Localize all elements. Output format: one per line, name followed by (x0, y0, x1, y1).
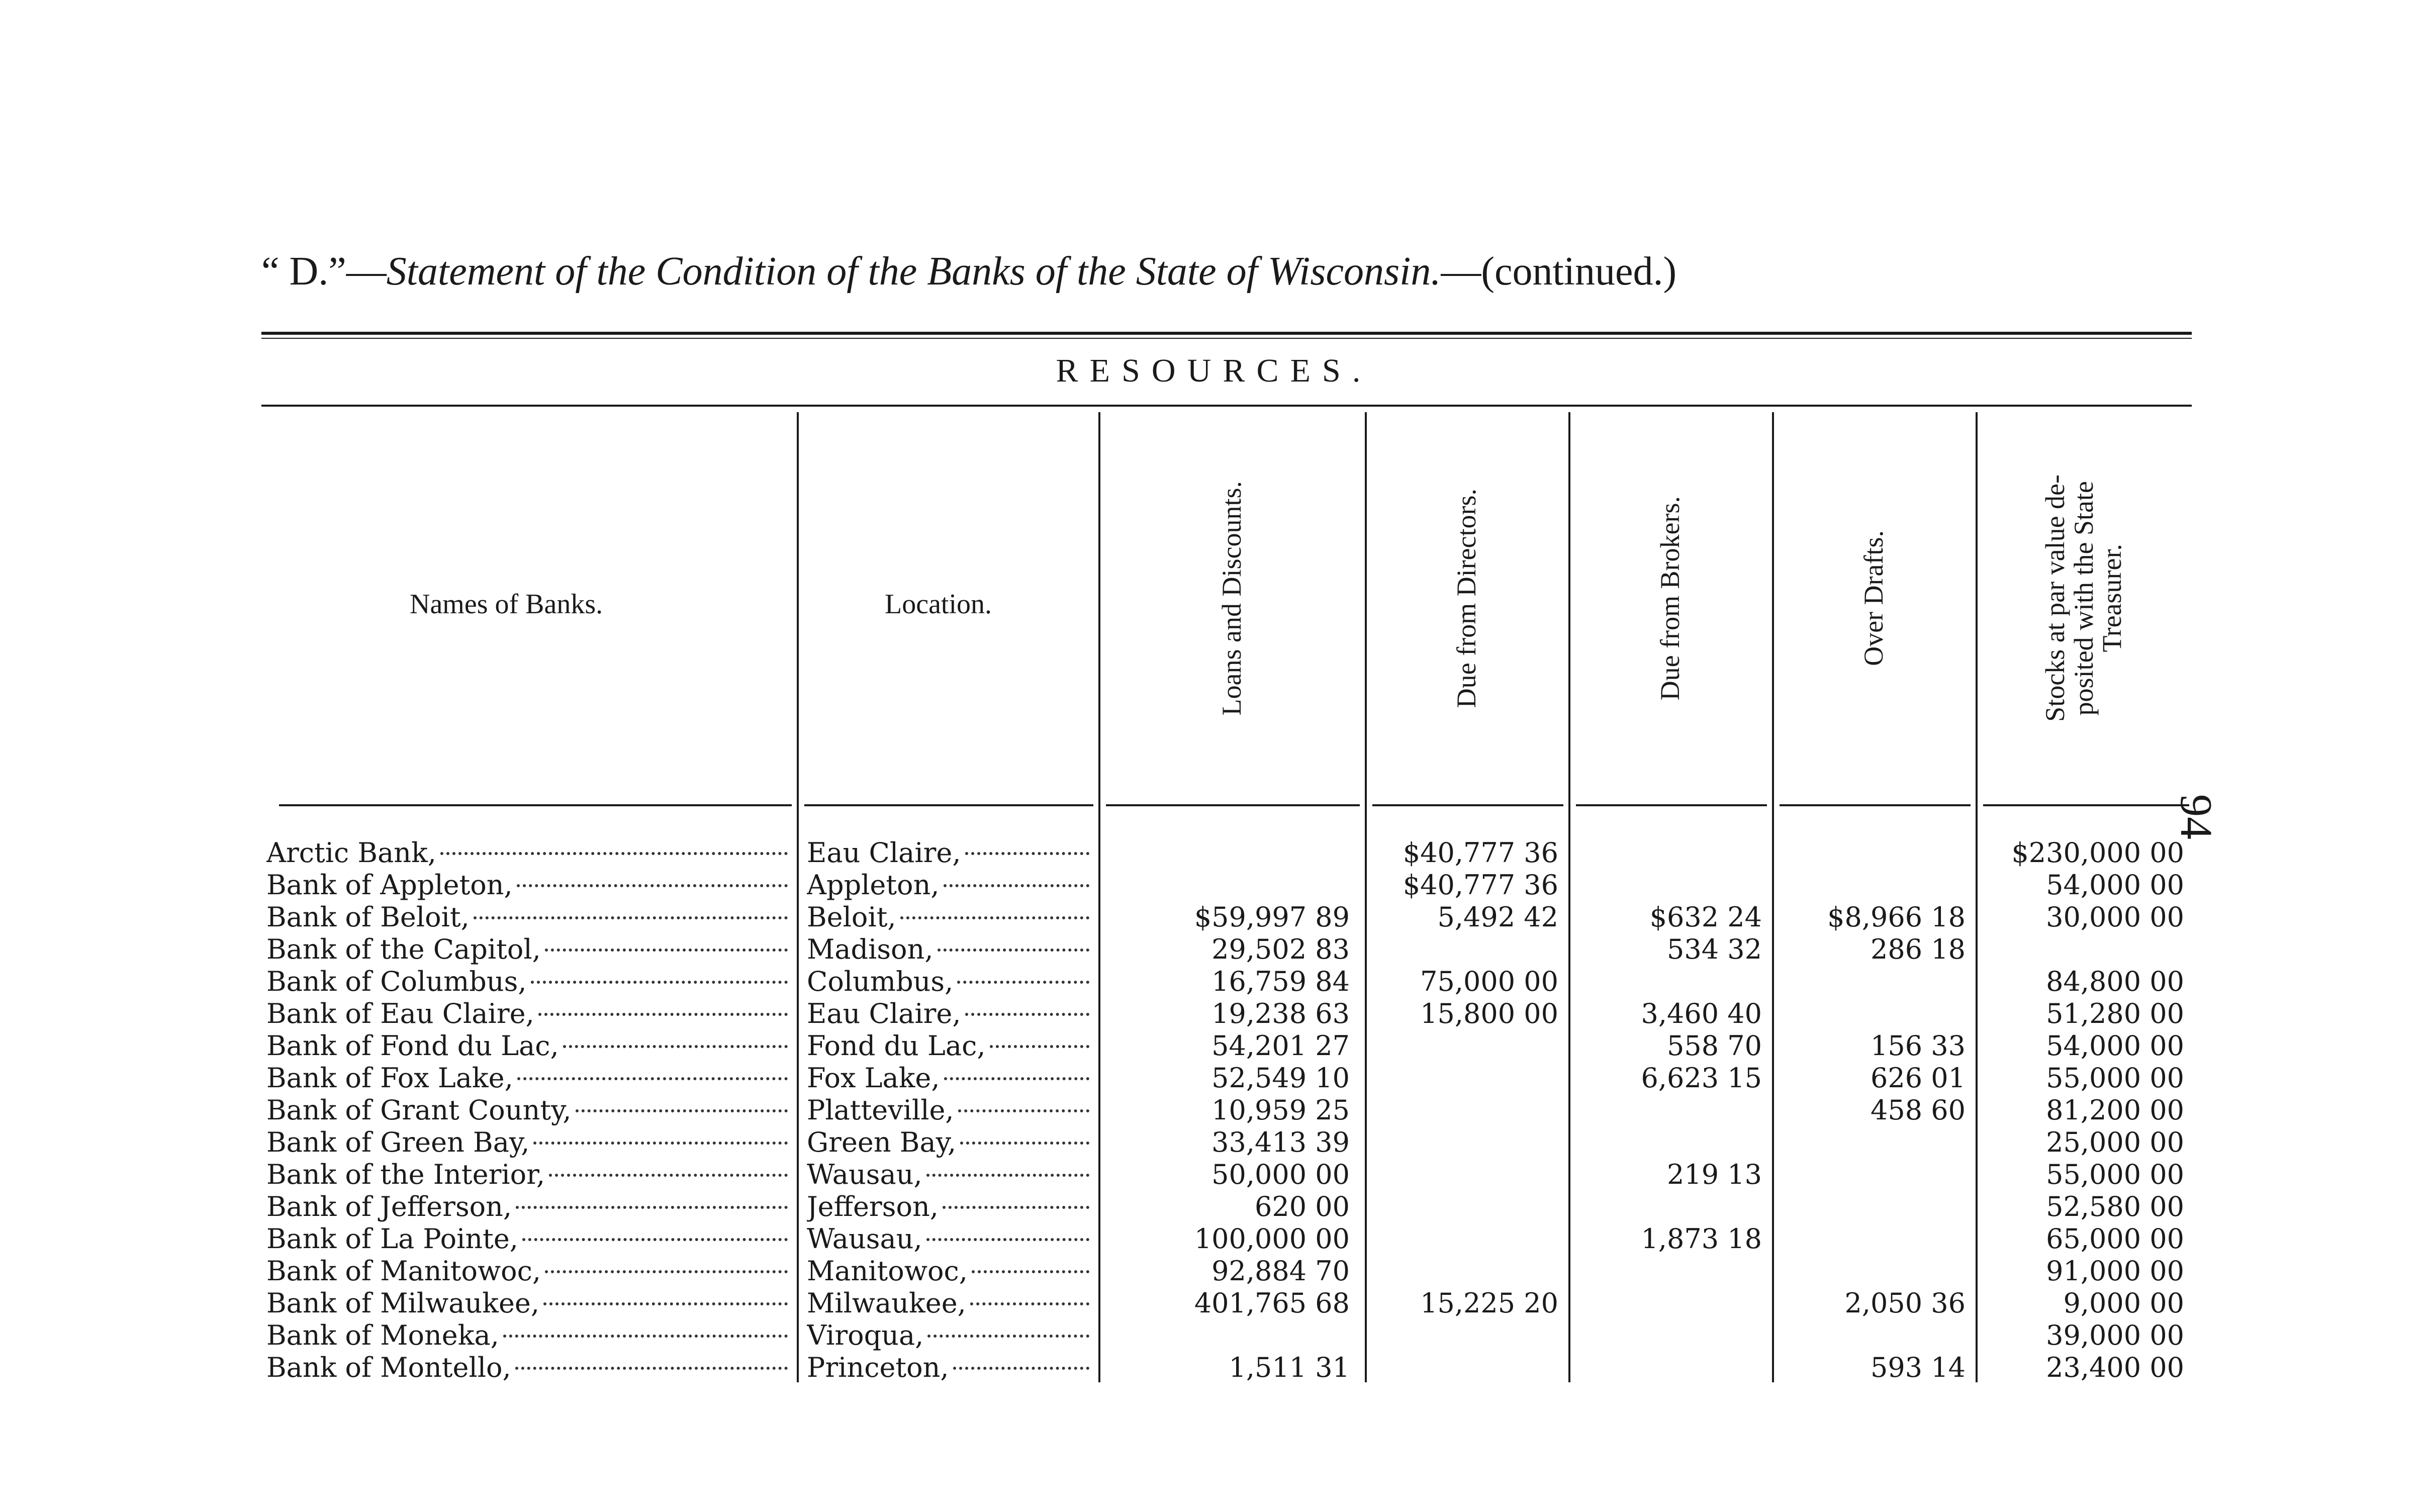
cell-brokers (1576, 1094, 1767, 1126)
cell-overdrafts (1780, 998, 1971, 1030)
header-stocks: Stocks at par value de- posited with the State Treasurer. (2039, 475, 2127, 722)
cell-name: Arctic Bank, (266, 837, 792, 869)
cell-directors (1372, 1062, 1563, 1094)
cell-directors (1372, 1159, 1563, 1191)
cell-directors (1372, 1126, 1563, 1159)
cell-loans: 54,201 27 (1211, 1030, 1350, 1062)
cell-stocks: 25,000 00 (2046, 1126, 2184, 1158)
cell-name: Bank of La Pointe, (266, 1223, 792, 1255)
cell-loans: 620 00 (1255, 1191, 1350, 1222)
cell-brokers (1576, 1191, 1767, 1223)
cell-stocks: 84,800 00 (2046, 966, 2184, 997)
cell-location: Princeton, (807, 1352, 1093, 1384)
cell-location: Milwaukee, (807, 1287, 1093, 1319)
cell-brokers: 6,623 15 (1641, 1062, 1762, 1094)
col-separator-6 (1976, 412, 1978, 1382)
title-italic: Statement of the Condition of the Banks of the State of Wisconsin. (386, 249, 1441, 294)
cell-brokers (1576, 1319, 1767, 1352)
cell-overdrafts: 458 60 (1871, 1094, 1966, 1126)
cell-stocks: 55,000 00 (2046, 1159, 2184, 1190)
cell-directors: $40,777 36 (1403, 837, 1558, 869)
header-rule (261, 405, 2192, 407)
col-separator-5 (1772, 412, 1774, 1382)
header-underline-name (279, 804, 792, 806)
cell-location: Wausau, (807, 1159, 1093, 1191)
cell-loans (1106, 1319, 1355, 1352)
cell-directors (1372, 1223, 1563, 1255)
cell-stocks: 23,400 00 (2046, 1352, 2184, 1383)
cell-overdrafts: 156 33 (1871, 1030, 1966, 1062)
cell-brokers (1576, 837, 1767, 869)
cell-loans: 92,884 70 (1211, 1255, 1350, 1287)
header-underline-brokers (1576, 804, 1767, 806)
cell-location: Beloit, (807, 901, 1093, 933)
top-rule-thick (261, 332, 2192, 335)
cell-directors (1372, 1030, 1563, 1062)
title-prefix: “ D.”— (261, 249, 387, 294)
cell-loans: 19,238 63 (1211, 998, 1350, 1029)
cell-stocks: 65,000 00 (2046, 1223, 2184, 1255)
cell-directors: 15,225 20 (1420, 1287, 1558, 1319)
cell-loans: 16,759 84 (1211, 966, 1350, 997)
page-title (261, 249, 2071, 295)
cell-overdrafts (1780, 1159, 1971, 1191)
page-number: 94 (2171, 794, 2221, 839)
cell-name: Bank of the Interior, (266, 1159, 792, 1191)
cell-overdrafts (1780, 1255, 1971, 1287)
cell-stocks: 51,280 00 (2046, 998, 2184, 1029)
cell-directors (1372, 1319, 1563, 1352)
cell-directors: 15,800 00 (1420, 998, 1558, 1029)
header-underline-stocks (1983, 804, 2189, 806)
cell-name: Bank of Milwaukee, (266, 1287, 792, 1319)
header-underline-location (804, 804, 1093, 806)
header-underline-loans (1106, 804, 1360, 806)
header-name: Names of Banks. (410, 589, 603, 620)
cell-brokers: 558 70 (1667, 1030, 1762, 1062)
cell-location: Manitowoc, (807, 1255, 1093, 1287)
cell-stocks: 54,000 00 (2046, 869, 2184, 901)
cell-brokers (1576, 1287, 1767, 1319)
cell-location: Eau Claire, (807, 837, 1093, 869)
cell-directors: 5,492 42 (1437, 901, 1558, 933)
cell-brokers (1576, 869, 1767, 901)
cell-overdrafts (1780, 837, 1971, 869)
cell-location: Wausau, (807, 1223, 1093, 1255)
cell-overdrafts: 593 14 (1871, 1352, 1966, 1383)
cell-location: Appleton, (807, 869, 1093, 901)
cell-overdrafts: 626 01 (1871, 1062, 1966, 1094)
cell-overdrafts: 2,050 36 (1844, 1287, 1966, 1319)
cell-directors (1372, 1255, 1563, 1287)
cell-name: Bank of Eau Claire, (266, 998, 792, 1030)
cell-name: Bank of Beloit, (266, 901, 792, 933)
header-overdrafts: Over Drafts. (1858, 530, 1889, 666)
cell-directors: 75,000 00 (1420, 966, 1558, 997)
cell-name: Bank of Manitowoc, (266, 1255, 792, 1287)
cell-brokers: 534 32 (1667, 933, 1762, 965)
cell-location: Viroqua, (807, 1319, 1093, 1352)
cell-loans: 33,413 39 (1211, 1126, 1350, 1158)
cell-name: Bank of Green Bay, (266, 1126, 792, 1159)
cell-directors: $40,777 36 (1403, 869, 1558, 901)
header-underline-directors (1372, 804, 1563, 806)
cell-brokers: 1,873 18 (1641, 1223, 1762, 1255)
cell-loans: 29,502 83 (1211, 933, 1350, 965)
cell-overdrafts (1780, 1191, 1971, 1223)
cell-location: Eau Claire, (807, 998, 1093, 1030)
cell-stocks: 54,000 00 (2046, 1030, 2184, 1062)
cell-stocks (1983, 933, 2189, 966)
cell-name: Bank of Jefferson, (266, 1191, 792, 1223)
cell-stocks: 91,000 00 (2046, 1255, 2184, 1287)
cell-brokers (1576, 1255, 1767, 1287)
cell-brokers: $632 24 (1649, 901, 1762, 933)
cell-location: Fox Lake, (807, 1062, 1093, 1094)
cell-stocks: 52,580 00 (2046, 1191, 2184, 1222)
cell-loans: 100,000 00 (1194, 1223, 1350, 1255)
cell-location: Green Bay, (807, 1126, 1093, 1159)
col-separator-4 (1568, 412, 1570, 1382)
header-location: Location. (885, 589, 992, 620)
col-separator-2 (1098, 412, 1100, 1382)
cell-loans: 401,765 68 (1194, 1287, 1350, 1319)
cell-brokers (1576, 966, 1767, 998)
cell-location: Platteville, (807, 1094, 1093, 1126)
cell-name: Bank of Moneka, (266, 1319, 792, 1352)
cell-stocks: 9,000 00 (2063, 1287, 2184, 1319)
cell-brokers (1576, 1352, 1767, 1384)
cell-location: Columbus, (807, 966, 1093, 998)
header-underline-overdrafts (1780, 804, 1971, 806)
cell-brokers: 3,460 40 (1641, 998, 1762, 1029)
col-separator-3 (1365, 412, 1367, 1382)
cell-overdrafts (1780, 1319, 1971, 1352)
header-loans: Loans and Discounts. (1216, 481, 1247, 716)
cell-location: Jefferson, (807, 1191, 1093, 1223)
cell-location: Fond du Lac, (807, 1030, 1093, 1062)
col-separator-1 (797, 412, 799, 1382)
cell-directors (1372, 933, 1563, 966)
cell-loans: 10,959 25 (1211, 1094, 1350, 1126)
cell-name: Bank of Fox Lake, (266, 1062, 792, 1094)
cell-name: Bank of Appleton, (266, 869, 792, 901)
cell-directors (1372, 1191, 1563, 1223)
cell-loans (1106, 869, 1355, 901)
cell-overdrafts (1780, 1126, 1971, 1159)
cell-name: Bank of Columbus, (266, 966, 792, 998)
cell-name: Bank of Fond du Lac, (266, 1030, 792, 1062)
cell-overdrafts: 286 18 (1871, 933, 1966, 965)
cell-name: Bank of Montello, (266, 1352, 792, 1384)
title-suffix: —(continued.) (1441, 249, 1677, 294)
cell-overdrafts: $8,966 18 (1827, 901, 1966, 933)
cell-stocks: $230,000 00 (2011, 837, 2184, 869)
cell-stocks: 30,000 00 (2046, 901, 2184, 933)
cell-loans: 1,511 31 (1229, 1352, 1350, 1383)
cell-loans: 50,000 00 (1211, 1159, 1350, 1190)
header-brokers: Due from Brokers. (1655, 496, 1686, 701)
cell-brokers: 219 13 (1667, 1159, 1762, 1190)
cell-name: Bank of the Capitol, (266, 933, 792, 966)
cell-brokers (1576, 1126, 1767, 1159)
cell-loans: 52,549 10 (1211, 1062, 1350, 1094)
cell-loans: $59,997 89 (1194, 901, 1350, 933)
cell-overdrafts (1780, 1223, 1971, 1255)
section-heading: RESOURCES. (1056, 352, 1372, 389)
header-directors: Due from Directors. (1451, 488, 1482, 708)
cell-location: Madison, (807, 933, 1093, 966)
cell-loans (1106, 837, 1355, 869)
cell-stocks: 39,000 00 (2046, 1319, 2184, 1351)
cell-stocks: 55,000 00 (2046, 1062, 2184, 1094)
cell-stocks: 81,200 00 (2046, 1094, 2184, 1126)
top-rule-thin (261, 338, 2192, 339)
cell-name: Bank of Grant County, (266, 1094, 792, 1126)
cell-directors (1372, 1352, 1563, 1384)
cell-directors (1372, 1094, 1563, 1126)
cell-overdrafts (1780, 869, 1971, 901)
cell-overdrafts (1780, 966, 1971, 998)
